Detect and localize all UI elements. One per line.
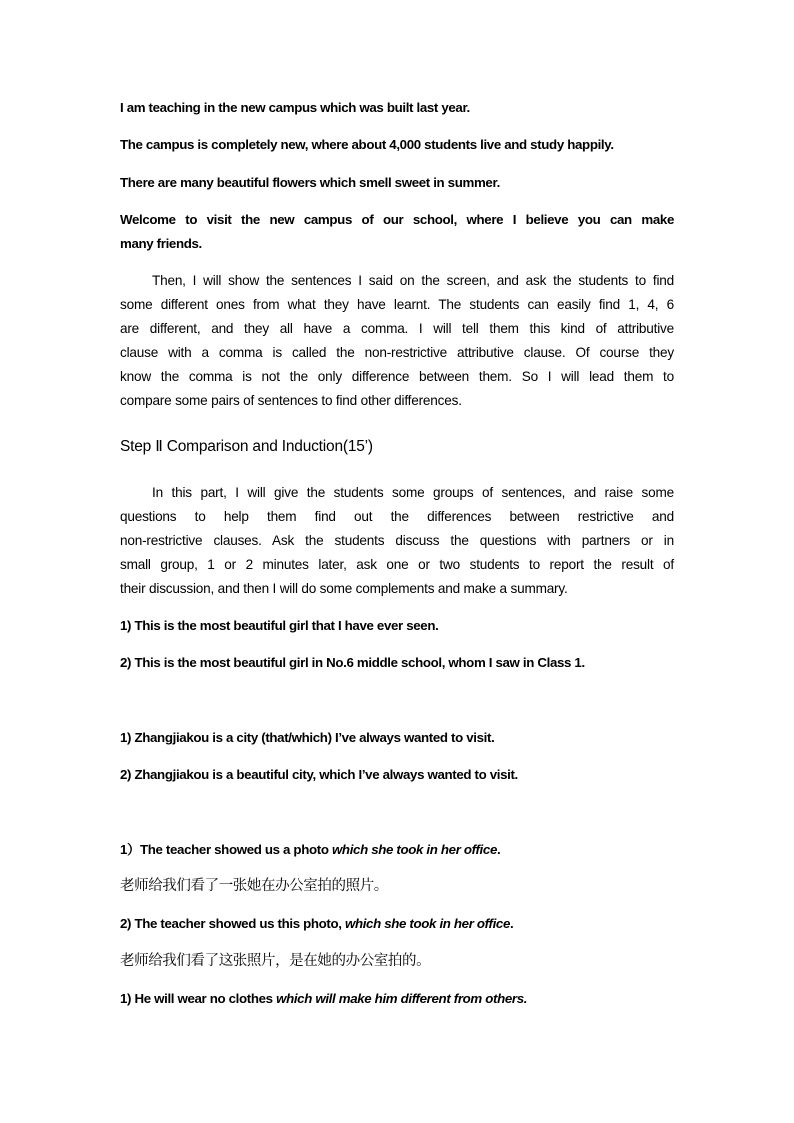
pair-4-sentence-1 [120, 989, 674, 1009]
example-sentence-1: I am teaching in the new campus which was built last year. [120, 100, 470, 115]
pair-1-sentence-2: 2) This is the most beautiful girl in No.6 middle school, whom I saw in Class 1. [120, 655, 585, 670]
sentence-main: 1) He will wear no clothes [120, 991, 277, 1006]
sentence-main: 1）The teacher showed us a photo [120, 842, 332, 857]
italic-clause: which she took in her office [344, 916, 511, 931]
example-sentence-4-line-2: many friends. [120, 236, 202, 251]
paragraph-1-line-3: are different, and they all have a comma. I will tell them this kind of attributive [120, 321, 674, 336]
paragraph-1-line-6: compare some pairs of sentences to find other differences. [120, 393, 462, 408]
example-sentence-2: The campus is completely new, where about 4,000 students live and study happily. [120, 137, 614, 152]
italic-clause: which she took in her office [331, 842, 497, 857]
paragraph-2-line-3: non-restrictive clauses. Ask the students discuss the questions with partners or in [120, 533, 674, 548]
paragraph-2-line-2: questions to help them find out the differences between restrictive and [120, 509, 674, 524]
chinese-translation-2: 老师给我们看了这张照片，是在她的办公室拍的。 [120, 953, 431, 969]
pair-3-sentence-2 [120, 914, 674, 934]
sentence-end: . [510, 916, 514, 931]
pair-3-sentence-1 [120, 840, 674, 860]
pair-2-sentence-2: 2) Zhangjiakou is a beautiful city, which I’ve always wanted to visit. [120, 767, 518, 782]
italic-clause: which will make him different from others. [276, 991, 528, 1006]
sentence-end: . [497, 842, 501, 857]
paragraph-1-line-4: clause with a comma is called the non-restrictive attributive clause. Of course they [120, 345, 674, 360]
example-sentence-3: There are many beautiful flowers which smell sweet in summer. [120, 175, 500, 190]
section-heading: Step Ⅱ Comparison and Induction(15’) [120, 438, 373, 455]
pair-1-sentence-1: 1) This is the most beautiful girl that I have ever seen. [120, 618, 439, 633]
chinese-translation-1: 老师给我们看了一张她在办公室拍的照片。 [120, 878, 388, 894]
paragraph-1-line-1: Then, I will show the sentences I said on the screen, and ask the students to find [152, 273, 674, 288]
pair-2-sentence-1: 1) Zhangjiakou is a city (that/which) I’ve always wanted to visit. [120, 730, 495, 745]
sentence-main: 2) The teacher showed us this photo, [120, 916, 345, 931]
paragraph-2-line-4: small group, 1 or 2 minutes later, ask one or two students to report the result of [120, 557, 674, 572]
paragraph-2-line-1: In this part, I will give the students some groups of sentences, and raise some [152, 485, 674, 500]
example-sentence-4-line-1: Welcome to visit the new campus of our school, where I believe you can make [120, 212, 674, 227]
paragraph-2-line-5: their discussion, and then I will do some complements and make a summary. [120, 581, 568, 596]
paragraph-1-line-2: some different ones from what they have learnt. The students can easily find 1, 4, 6 [120, 297, 674, 312]
paragraph-1-line-5: know the comma is not the only difference between them. So I will lead them to [120, 369, 674, 384]
